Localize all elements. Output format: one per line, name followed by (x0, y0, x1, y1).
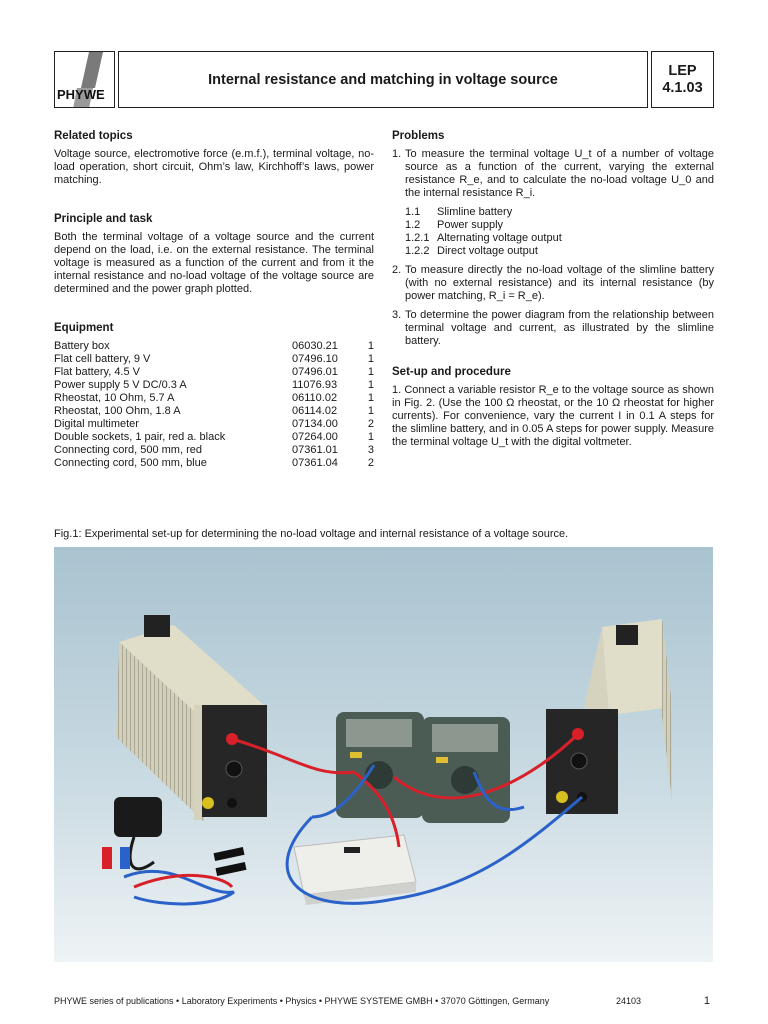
equipment-row (54, 457, 374, 470)
equipment-qty: 1 (367, 379, 374, 391)
equipment-code: 07361.01 (292, 444, 338, 456)
equipment-qty: 2 (367, 418, 374, 430)
setup-heading: Set-up and procedure (392, 366, 511, 378)
equipment-row (54, 431, 374, 444)
problem-number: 1. (392, 148, 402, 160)
subitem-number: 1.1 (405, 206, 421, 218)
related-topics-text: Voltage source, electromotive force (e.m.f.), terminal voltage, no-load operation, short circuit, Ohm’s law, Kirchhoff’s laws, power matching. (54, 148, 374, 186)
multimeter-left (336, 712, 424, 818)
experiment-photo (54, 547, 713, 962)
problems-section (392, 130, 714, 348)
header-bar (54, 51, 714, 109)
equipment-row (54, 392, 374, 405)
problem-item (392, 264, 714, 303)
equipment-name: Flat cell battery, 9 V (54, 353, 151, 365)
problem-number: 2. (392, 264, 402, 276)
lep-box (651, 51, 714, 108)
left-column (54, 130, 374, 470)
equipment-name: Digital multimeter (54, 418, 139, 430)
equipment-qty: 1 (367, 392, 374, 404)
subitem-label: Alternating voltage output (437, 232, 562, 244)
page-footer (54, 996, 714, 1006)
equipment-code: 06114.02 (292, 405, 338, 417)
subitem-number: 1.2.2 (405, 245, 430, 257)
equipment-name: Power supply 5 V DC/0.3 A (54, 379, 187, 391)
equipment-code: 07264.00 (292, 431, 338, 443)
equipment-qty: 1 (367, 431, 374, 443)
equipment-qty: 1 (367, 353, 374, 365)
problems-heading: Problems (392, 130, 445, 142)
setup-section (392, 366, 714, 449)
related-topics-heading: Related topics (54, 130, 133, 142)
right-column (392, 130, 714, 449)
principle-heading: Principle and task (54, 213, 153, 225)
principle-text: Both the terminal voltage of a voltage source and the current depend on the load, i.e. on the external resistance. The terminal voltage is measured as a function of the current and from it the internal resistance and no-load voltage of the voltage source are determined and the power graph plotted. (54, 231, 374, 295)
subitem-label: Power supply (437, 219, 504, 231)
equipment-code: 06110.02 (292, 392, 338, 404)
subitem-label: Slimline battery (437, 206, 513, 218)
problem-item (392, 309, 714, 348)
equipment-row (54, 353, 374, 366)
page-number: 1 (703, 995, 710, 1007)
title-box (118, 51, 648, 108)
equipment-row (54, 379, 374, 392)
problem-subitems (405, 206, 714, 258)
equipment-code: 07496.01 (292, 366, 338, 378)
equipment-heading: Equipment (54, 322, 114, 334)
setup-text: 1. Connect a variable resistor R_e to the voltage source as shown in Fig. 2. (Use the 100 Ω rheostat, or the 10 Ω rheostat for higher currents). For convenience, vary the current I in 0.1 A steps for the slimline battery, and in 0.05 A steps for power supply. Measure the terminal voltage U_t with the digital voltmeter. (392, 384, 714, 448)
equipment-name: Connecting cord, 500 mm, blue (54, 457, 207, 469)
subitem (405, 219, 714, 232)
equipment-qty: 1 (367, 405, 374, 417)
subitem (405, 232, 714, 245)
figure-caption: Fig.1: Experimental set-up for determining the no-load voltage and internal resistance of a voltage source. (54, 528, 569, 540)
equipment-code: 07496.10 (292, 353, 338, 365)
equipment-name: Rheostat, 100 Ohm, 1.8 A (54, 405, 181, 417)
equipment-row (54, 340, 374, 353)
problem-item (392, 148, 714, 258)
equipment-table (54, 340, 374, 470)
equipment-name: Double sockets, 1 pair, red a. black (54, 431, 226, 443)
page-title: Internal resistance and matching in voltage source (208, 71, 558, 88)
equipment-qty: 1 (367, 340, 374, 352)
equipment-name: Battery box (54, 340, 110, 352)
principle-section (54, 213, 374, 296)
problem-number: 3. (392, 309, 402, 321)
equipment-section (54, 322, 374, 470)
equipment-name: Connecting cord, 500 mm, red (54, 444, 202, 456)
logo-text: PHYWE (57, 87, 105, 102)
equipment-name: Rheostat, 10 Ohm, 5.7 A (54, 392, 175, 404)
lep-label: LEP (668, 62, 697, 79)
subitem (405, 245, 714, 258)
subitem-number: 1.2 (405, 219, 421, 231)
equipment-code: 11076.93 (292, 379, 338, 391)
equipment-qty: 3 (367, 444, 374, 456)
equipment-code: 06030.21 (292, 340, 338, 352)
equipment-qty: 1 (367, 366, 374, 378)
footer-doc-number: 24103 (616, 996, 642, 1006)
equipment-name: Flat battery, 4.5 V (54, 366, 141, 378)
equipment-row (54, 405, 374, 418)
problem-text: To measure directly the no-load voltage of the slimline battery (with no external resistance) and its internal resistance (by power matching, R_i = R_e). (405, 264, 714, 302)
equipment-code: 07134.00 (292, 418, 338, 430)
equipment-row (54, 444, 374, 457)
footer-series: PHYWE series of publications • Laboratory Experiments • Physics • PHYWE SYSTEME GMBH • 37070 Göttingen, Germany (54, 996, 550, 1006)
related-topics-section (54, 130, 374, 187)
problem-text: To determine the power diagram from the relationship between terminal voltage and current, as illustrated by the slimline battery. (405, 309, 714, 347)
lep-number: 4.1.03 (662, 79, 703, 96)
problem-text: To measure the terminal voltage U_t of a number of voltage source as a function of the current, varying the external resistance R_e, and to calculate the no-load voltage U_0 and the internal resistance R_i. (405, 148, 714, 199)
subitem-number: 1.2.1 (405, 232, 430, 244)
equipment-row (54, 418, 374, 431)
equipment-row (54, 366, 374, 379)
problems-list (392, 148, 714, 348)
phywe-logo (54, 51, 115, 108)
equipment-qty: 2 (367, 457, 374, 469)
subitem (405, 206, 714, 219)
subitem-label: Direct voltage output (437, 245, 538, 257)
equipment-code: 07361.04 (292, 457, 338, 469)
